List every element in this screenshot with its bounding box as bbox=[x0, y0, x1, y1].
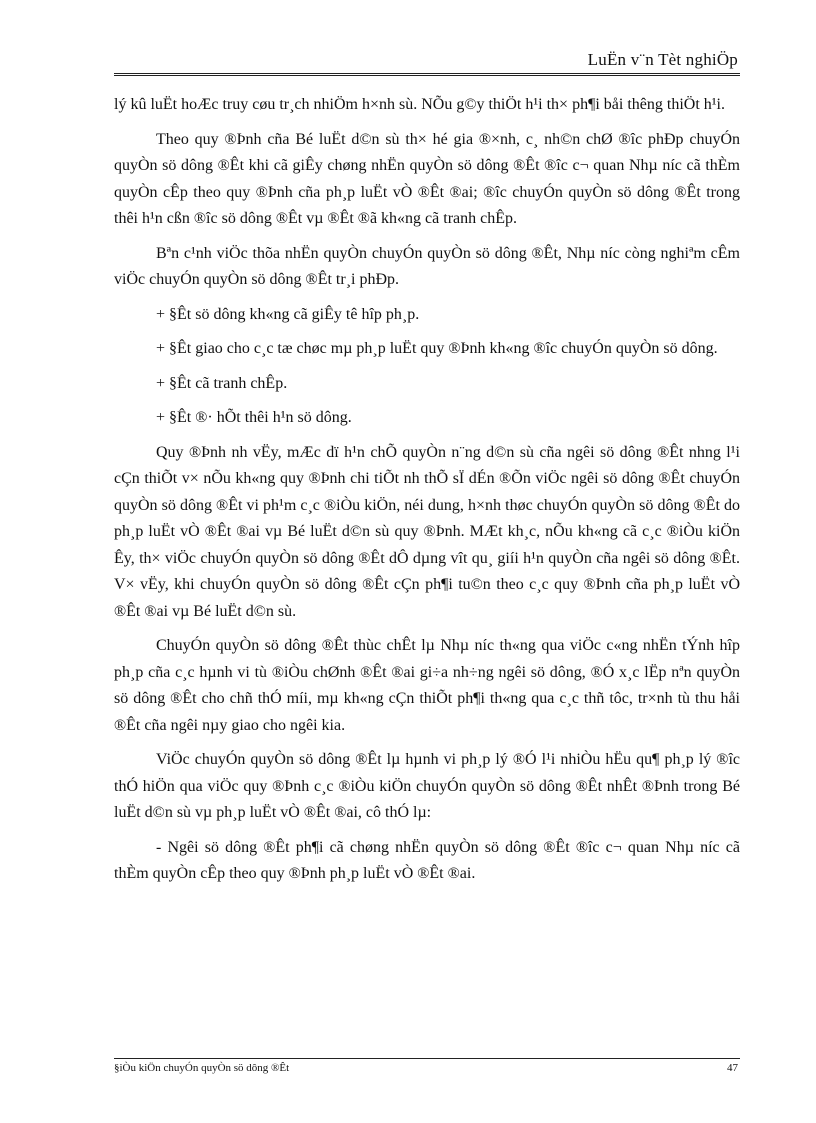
page-header-title: LuËn v¨n Tèt nghiÖp bbox=[587, 50, 738, 69]
footer-title: §iÒu kiÖn chuyÓn quyÒn sö dông ®Êt bbox=[114, 1062, 290, 1074]
document-body bbox=[114, 92, 740, 896]
paragraph-legal-consequences: ViÖc chuyÓn quyÒn sö dông ®Êt lµ hµnh vi ph¸p lý ®Ó l¹i nhiÒu hËu qu¶ ph¸p lý ®îc thÓ hiÖn qua viÖc quy ®Þnh c¸c ®iÒu kiÖn chuyÓn quyÒn sö dông ®Êt nhÊt ®Þnh trong Bé luËt d©n sù vµ ph¸p luËt vÒ ®Êt ®ai, cô thÓ lµ: bbox=[114, 751, 740, 821]
list-item-expired-term: + §Êt ®· hÕt thêi h¹n sö dông. bbox=[156, 409, 352, 426]
page-number: 47 bbox=[727, 1062, 738, 1074]
paragraph-regulation-rationale: Quy ®Þnh nh vËy, mÆc dï h¹n chÕ quyÒn n¨ng d©n sù cña ngêi sö dông ®Êt nhng l¹i cÇn thiÕt v× nÕu kh«ng quy ®Þnh chi tiÕt nh thÕ sÏ dÉn ®Õn viÖc ngêi sö dông ®Êt chuyÓn quyÒn sö dông ®Êt vi ph¹m c¸c ®iÒu kiÖn, néi dung, h×nh thøc chuyÓn quyÒn sö dông ®Êt do ph¸p luËt vÒ ®Êt ®ai vµ Bé luËt d©n sù quy ®Þnh. MÆt kh¸c, nÕu kh«ng cã c¸c ®iÒu kiÖn Êy, th× viÖc chuyÓn quyÒn sö dông ®Êt dÔ dµng vît qu¸ giíi h¹n quyÒn cña ngêi sö dông ®Êt. V× vËy, khi chuyÓn quyÒn sö dông ®Êt cÇn ph¶i tu©n theo c¸c quy ®Þnh cña ph¸p luËt vÒ ®Êt ®ai vµ Bé luËt d©n sù. bbox=[114, 443, 740, 620]
paragraph-transfer-conditions: Theo quy ®Þnh cña Bé luËt d©n sù th× hé gia ®×nh, c¸ nh©n chØ ®îc phÐp chuyÓn quyÒn sö dông ®Êt khi cã giÊy chøng nhËn quyÒn sö dông ®Êt ®îc c¬ quan Nhµ níc cã thÈm quyÒn cÊp theo quy ®Þnh cña ph¸p luËt vÒ ®Êt ®ai; ®îc chuyÓn quyÒn sö dông ®Êt trong thêi h¹n cßn ®îc sö dông ®Êt vµ ®Êt ®ã kh«ng cã tranh chÊp. bbox=[114, 130, 740, 227]
paragraph-continuation: lý kû luËt hoÆc truy cøu tr¸ch nhiÖm h×nh sù. NÕu g©y thiÖt h¹i th× ph¶i båi thêng thiÖt h¹i. bbox=[114, 96, 725, 113]
list-item-certificate-requirement: - Ngêi sö dông ®Êt ph¶i cã chøng nhËn quyÒn sö dông ®Êt ®îc c¬ quan Nhµ níc cã thÈm quyÒn cÊp theo quy ®Þnh ph¸p luËt vÒ ®Êt ®ai. bbox=[114, 838, 740, 882]
header-divider bbox=[114, 73, 740, 76]
list-item-disputed-land: + §Êt cã tranh chÊp. bbox=[156, 374, 288, 392]
list-item-organization-land: + §Êt giao cho c¸c tæ chøc mµ ph¸p luËt quy ®Þnh kh«ng ®îc chuyÓn quyÒn sö dông. bbox=[156, 340, 718, 357]
list-item-no-papers: + §Êt sö dông kh«ng cã giÊy tê hîp ph¸p. bbox=[156, 305, 420, 323]
paragraph-transfer-essence: ChuyÓn quyÒn sö dông ®Êt thùc chÊt lµ Nhµ níc th«ng qua viÖc c«ng nhËn tÝnh hîp ph¸p cña c¸c hµnh vi tù ®iÒu chØnh ®Êt ®ai gi÷a nh÷ng ngêi sö dông, ®Ó x¸c lËp nªn quyÒn sö dông ®Êt cho chñ thÓ míi, mµ kh«ng cÇn thiÕt ph¶i th«ng qua c¸c thñ tôc, tr×nh tù thu håi ®Êt cña ngêi nµy giao cho ngêi kia. bbox=[114, 637, 740, 734]
paragraph-prohibition-intro: Bªn c¹nh viÖc thõa nhËn quyÒn chuyÓn quyÒn sö dông ®Êt, Nhµ níc còng nghiªm cÊm viÖc chuyÓn quyÒn sö dông ®Êt tr¸i phÐp. bbox=[114, 244, 740, 288]
footer-divider bbox=[114, 1058, 740, 1059]
